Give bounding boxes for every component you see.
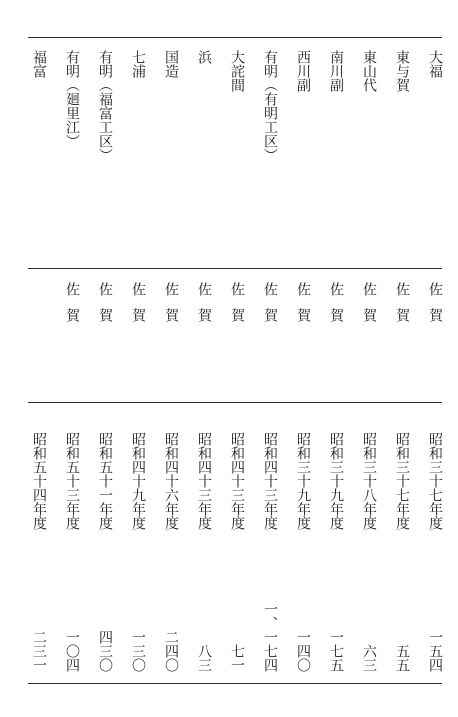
place-name: 有明（有明工区） [262,50,278,162]
place-name: 大福 [427,50,443,78]
count-value: 一四〇 [295,630,311,672]
count-value: 四三〇 [97,630,113,672]
fiscal-year: 昭和三十九年度 [295,432,311,530]
count-value: 六三 [361,644,377,672]
place-name: 大詫間 [229,50,245,92]
count-value: 二四〇 [163,630,179,672]
count-value: 一、一七四 [262,602,278,672]
table-row [161,0,181,717]
place-name: 浜 [196,50,212,64]
fiscal-year: 昭和五十三年度 [64,432,80,530]
place-name: 国造 [163,50,179,78]
fiscal-year: 昭和四十三年度 [262,432,278,530]
table-row [293,0,313,717]
prefecture: 佐賀 [427,282,443,334]
table-row [95,0,115,717]
count-value: 一〇四 [64,630,80,672]
fiscal-year: 昭和四十九年度 [130,432,146,530]
table-row [326,0,346,717]
count-value: 八三 [196,644,212,672]
prefecture: 佐賀 [64,282,80,334]
prefecture: 佐賀 [97,282,113,334]
table-row [260,0,280,717]
table-row [359,0,379,717]
fiscal-year: 昭和四十六年度 [163,432,179,530]
place-name: 七浦 [130,50,146,78]
prefecture: 佐賀 [262,282,278,334]
table-row [128,0,148,717]
prefecture: 佐賀 [229,282,245,334]
prefecture: 佐賀 [163,282,179,334]
place-name: 有明（福富工区） [97,50,113,162]
table-row [227,0,247,717]
count-value: 一五四 [427,630,443,672]
place-name: 東山代 [361,50,377,92]
prefecture: 佐賀 [295,282,311,334]
table-row [425,0,445,717]
table-row [194,0,214,717]
count-value: 二三一 [31,630,47,672]
fiscal-year: 昭和三十八年度 [361,432,377,530]
count-value: 七一 [229,644,245,672]
fiscal-year: 昭和五十一年度 [97,432,113,530]
table-row [29,0,49,717]
fiscal-year: 昭和三十九年度 [328,432,344,530]
prefecture: 佐賀 [196,282,212,334]
place-name: 南川副 [328,50,344,92]
place-name: 東与賀 [394,50,410,92]
prefecture: 佐賀 [328,282,344,334]
fiscal-year: 昭和四十三年度 [196,432,212,530]
place-name: 西川副 [295,50,311,92]
fiscal-year: 昭和五十四年度 [31,432,47,530]
place-name: 福富 [31,50,47,78]
prefecture: 佐賀 [394,282,410,334]
table-row [62,0,82,717]
fiscal-year: 昭和三十七年度 [427,432,443,530]
count-value: 一三〇 [130,630,146,672]
prefecture: 佐賀 [130,282,146,334]
table-row [392,0,412,717]
fiscal-year: 昭和四十三年度 [229,432,245,530]
count-value: 五五 [394,644,410,672]
count-value: 一七五 [328,630,344,672]
fiscal-year: 昭和三十七年度 [394,432,410,530]
prefecture: 佐賀 [361,282,377,334]
place-name: 有明（廻里江） [64,50,80,148]
